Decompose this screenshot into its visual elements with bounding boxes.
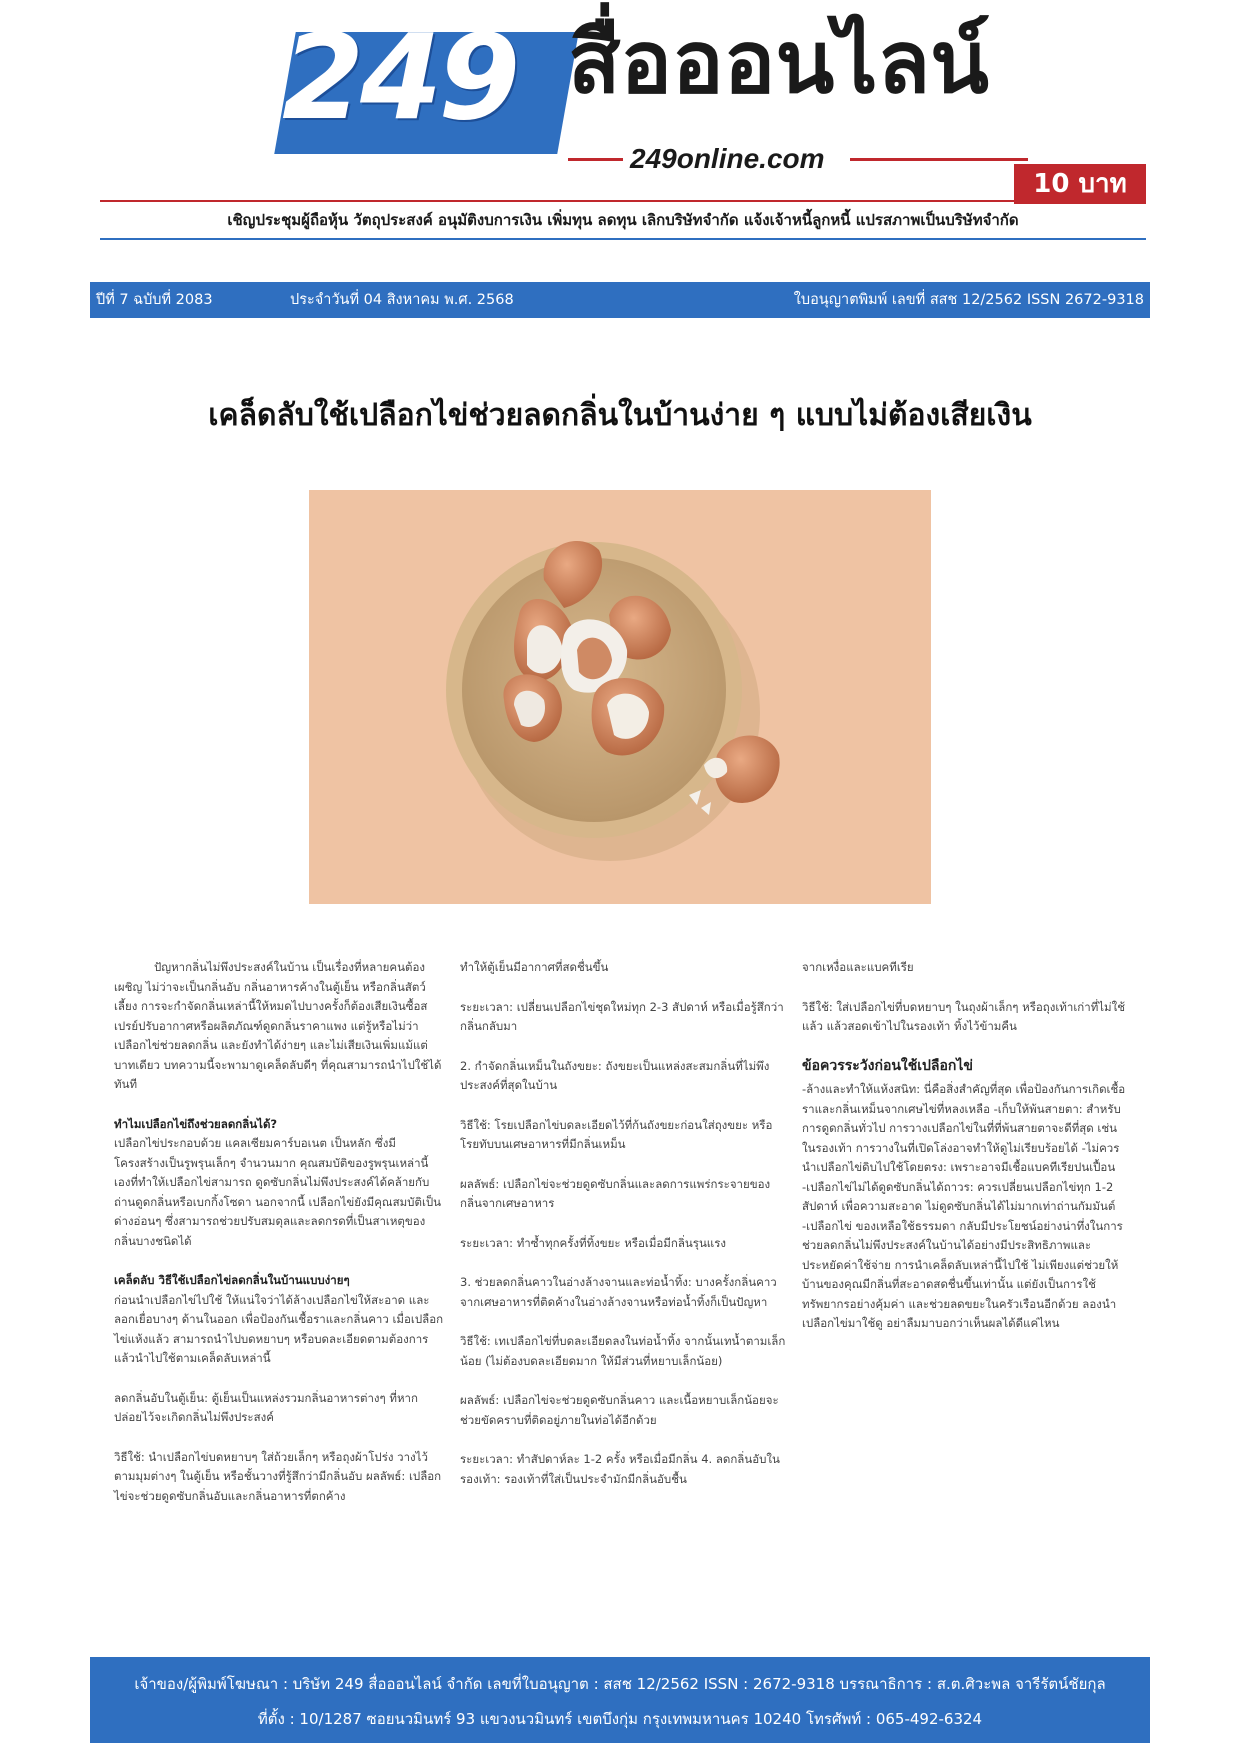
paragraph: ระยะเวลา: ทำสัปดาห์ละ 1-2 ครั้ง หรือเมื่อมีกลิ่น 4. ลดกลิ่นอับในรองเท้า: รองเท้าที่ใส่เป็นประจำมักมีกลิ่นอับชื้น — [460, 1452, 780, 1486]
article-column-3 — [802, 958, 1132, 1354]
services-tagline: เชิญประชุมผู้ถือหุ้น วัตถุประสงค์ อนุมัติงบการเงิน เพิ่มทุน ลดทุน เลิกบริษัทจำกัด แจ้งเจ้าหนี้ลูกหนี้ แปรสภาพเป็นบริษัทจำกัด — [227, 211, 1019, 229]
paragraph: ผลลัพธ์: เปลือกไข่จะช่วยดูดซับกลิ่นคาว และเนื้อหยาบเล็กน้อยจะช่วยขัดคราบที่ติดอยู่ภายในท่อได้อีกด้วย — [460, 1393, 779, 1427]
article-headline: เคล็ดลับใช้เปลือกไข่ช่วยลดกลิ่นในบ้านง่าย ๆ แบบไม่ต้องเสียเงิน — [208, 398, 1032, 433]
price-badge: 10 บาท — [1014, 164, 1146, 204]
paragraph: วิธีใช้: โรยเปลือกไข่บดละเอียดไว้ที่ก้นถังขยะก่อนใส่ถุงขยะ หรือโรยทับบนเศษอาหารที่มีกลิ่นเหม็น — [460, 1117, 773, 1151]
logo-url: 249online.com — [630, 143, 825, 174]
license-number: ใบอนุญาตพิมพ์ เลขที่ สสช 12/2562 ISSN 2672-9318 — [793, 292, 1144, 308]
tagline-divider — [100, 238, 1146, 240]
subheading: เคล็ดลับ วิธีใช้เปลือกไข่ลดกลิ่นในบ้านแบบง่ายๆ — [114, 1273, 350, 1287]
paragraph: 3. ช่วยลดกลิ่นคาวในอ่างล้างจานและท่อน้ำทิ้ง: บางครั้งกลิ่นคาวจากเศษอาหารที่ติดค้างในอ่างล้างจานหรือท่อน้ำทิ้งก็เป็นปัญหา — [460, 1275, 777, 1309]
logo-number: 249 — [282, 8, 517, 146]
issue-number: ปีที่ 7 ฉบับที่ 2083 — [96, 292, 213, 308]
paragraph — [114, 1115, 444, 1252]
subheading: ทำไมเปลือกไข่ถึงช่วยลดกลิ่นได้? — [114, 1116, 278, 1131]
issue-info-bar — [90, 282, 1150, 318]
footer-publisher-line: เจ้าของ/ผู้พิมพ์โฆษณา : บริษัท 249 สื่อออนไลน์ จำกัด เลขที่ใบอนุญาต : สสช 12/2562 ISSN : 2672-9318 บรรณาธิการ : ส.ต.ศิวะพล จารีรัตน์ชัยกุล — [134, 1675, 1106, 1693]
paragraph: ผลลัพธ์: เปลือกไข่จะช่วยดูดซับกลิ่นและลดการแพร่กระจายของกลิ่นจากเศษอาหาร — [460, 1176, 771, 1210]
paragraph: ระยะเวลา: ทำซ้ำทุกครั้งที่ทิ้งขยะ หรือเมื่อมีกลิ่นรุนแรง — [460, 1235, 727, 1250]
logo-thai-text: สื่อออนไลน์ — [568, 13, 989, 113]
paragraph — [114, 1271, 444, 1369]
article-column-2 — [460, 958, 790, 1509]
paragraph-text: เปลือกไข่ประกอบด้วย แคลเซียมคาร์บอเนต เป็นหลัก ซึ่งมีโครงสร้างเป็นรูพรุนเล็กๆ จำนวนมาก คุณสมบัติของรูพรุนเหล่านี้เองที่ทำให้เปลือกไข่สามารถ ดูดซับกลิ่นไม่พึงประสงค์ได้คล้ายกับถ่านดูดกลิ่นหรือเบกกิ้งโซดา นอกจากนี้ เปลือกไข่ยังมีคุณสมบัติเป็นด่างอ่อนๆ ซึ่งสามารถช่วยปรับสมดุลและลดกรดที่เป็นสาเหตุของกลิ่นบางชนิดได้ — [114, 1136, 442, 1248]
logo-underline-right — [850, 158, 1028, 161]
masthead-divider — [100, 200, 1146, 202]
footer-address-line: ที่ตั้ง : 10/1287 ซอยนวมินทร์ 93 แขวงนวมินทร์ เขตบึงกุ่ม กรุงเทพมหานคร 10240 โทรศัพท์ : 065-492-6324 — [257, 1710, 983, 1728]
publisher-footer — [90, 1657, 1150, 1743]
paragraph: ปัญหากลิ่นไม่พึงประสงค์ในบ้าน เป็นเรื่องที่หลายคนต้องเผชิญ ไม่ว่าจะเป็นกลิ่นอับ กลิ่นอาหารค้างในตู้เย็น หรือกลิ่นสัตว์เลี้ยง การจะกำจัดกลิ่นเหล่านี้ให้หมดไปบางครั้งก็ต้องเสียเงินซื้อสเปรย์ปรับอากาศหรือผลิตภัณฑ์ดูดกลิ่นราคาแพง แต่รู้หรือไม่ว่า เปลือกไข่ช่วยลดกลิ่น และยังทำได้ง่ายๆ และไม่เสียเงินเพิ่มแม้แต่บาทเดียว บทความนี้จะพามาดูเคล็ดลับดีๆ ที่คุณสามารถนำไปใช้ได้ทันที — [114, 960, 442, 1091]
paragraph: -ล้างและทำให้แห้งสนิท: นี่คือสิ่งสำคัญที่สุด เพื่อป้องกันการเกิดเชื้อราและกลิ่นเหม็นจากเศษไข่ที่หลงเหลือ -เก็บให้พ้นสายตา: สำหรับการดูดกลิ่นทั่วไป การวางเปลือกไข่ในที่ที่พ้นสายตาจะดีที่สุด เช่น ในรองเท้า การวางในที่เปิดโล่งอาจทำให้ดูไม่เรียบร้อยได้ -ไม่ควรนำเปลือกไข่ดิบไปใช้โดยตรง: เพราะอาจมีเชื้อแบคทีเรียปนเปื้อน -เปลือกไข่ไม่ได้ดูดซับกลิ่นได้ถาวร: ควรเปลี่ยนเปลือกไข่ทุก 1-2 สัปดาห์ เพื่อความสะอาด ไม่ดูดซับกลิ่นได้ไม่มากเท่าถ่านกัมมันต์ -เปลือกไข่ ของเหลือใช้ธรรมดา กลับมีประโยชน์อย่างน่าทึ่งในการช่วยลดกลิ่นไม่พึงประสงค์ในบ้านได้อย่างมีประสิทธิภาพและประหยัดค่าใช้จ่าย การนำเคล็ดลับเหล่านี้ไปใช้ ไม่เพียงแต่ช่วยให้บ้านของคุณมีกลิ่นที่สะอาดสดชื่นขึ้นเท่านั้น แต่ยังเป็นการใช้ทรัพยากรอย่างคุ้มค่า และช่วยลดขยะในครัวเรือนอีกด้วย ลองนำเปลือกไข่มาใช้ดู อย่าลืมมาบอกว่าเห็นผลได้ดีแค่ไหน — [802, 1082, 1126, 1330]
issue-date: ประจำวันที่ 04 สิงหาคม พ.ศ. 2568 — [290, 292, 514, 308]
article-photo — [309, 490, 931, 904]
paragraph: วิธีใช้: เทเปลือกไข่ที่บดละเอียดลงในท่อน้ำทิ้ง จากนั้นเทน้ำตามเล็กน้อย (ไม่ต้องบดละเอียดมาก ให้มีส่วนที่หยาบเล็กน้อย) — [460, 1334, 786, 1368]
eggshell-bowl-illustration — [309, 490, 931, 904]
paragraph: ระยะเวลา: เปลี่ยนเปลือกไข่ชุดใหม่ทุก 2-3 สัปดาห์ หรือเมื่อรู้สึกว่ากลิ่นกลับมา — [460, 999, 784, 1033]
paragraph: จากเหงื่อและแบคทีเรีย — [802, 960, 914, 974]
article-column-1 — [114, 958, 444, 1526]
logo-underline-left — [568, 158, 623, 161]
paragraph: ทำให้ตู้เย็นมีอากาศที่สดชื่นขึ้น — [460, 960, 609, 974]
paragraph-text: ก่อนนำเปลือกไข่ไปใช้ ให้แน่ใจว่าได้ล้างเปลือกไข่ให้สะอาด และลอกเยื่อบางๆ ด้านในออก เพื่อป้องกันเชื้อราและกลิ่นคาว เมื่อเปลือกไข่แห้งแล้ว สามารถนำไปบดหยาบๆ หรือบดละเอียดตามต้องการ แล้วนำไปใช้ตามเคล็ดลับเหล่านี้ — [114, 1292, 444, 1365]
section-heading: ข้อควรระวังก่อนใช้เปลือกไข่ — [802, 1057, 974, 1074]
paragraph: วิธีใช้: นำเปลือกไข่บดหยาบๆ ใส่ถ้วยเล็กๆ หรือถุงผ้าโปร่ง วางไว้ตามมุมต่างๆ ในตู้เย็น หรือชั้นวางที่รู้สึกว่ามีกลิ่นอับ ผลลัพธ์: เปลือกไข่จะช่วยดูดซับกลิ่นอับและกลิ่นอาหารที่ตกค้าง — [114, 1449, 442, 1503]
paragraph: วิธีใช้: ใส่เปลือกไข่ที่บดหยาบๆ ในถุงผ้าเล็กๆ หรือถุงเท้าเก่าที่ไม่ใช้แล้ว แล้วสอดเข้าไปในรองเท้า ทิ้งไว้ข้ามคืน — [802, 999, 1126, 1033]
paragraph: 2. กำจัดกลิ่นเหม็นในถังขยะ: ถังขยะเป็นแหล่งสะสมกลิ่นที่ไม่พึงประสงค์ที่สุดในบ้าน — [460, 1058, 770, 1092]
paragraph: ลดกลิ่นอับในตู้เย็น: ตู้เย็นเป็นแหล่งรวมกลิ่นอาหารต่างๆ ที่หากปล่อยไว้จะเกิดกลิ่นไม่พึงประสงค์ — [114, 1390, 418, 1424]
